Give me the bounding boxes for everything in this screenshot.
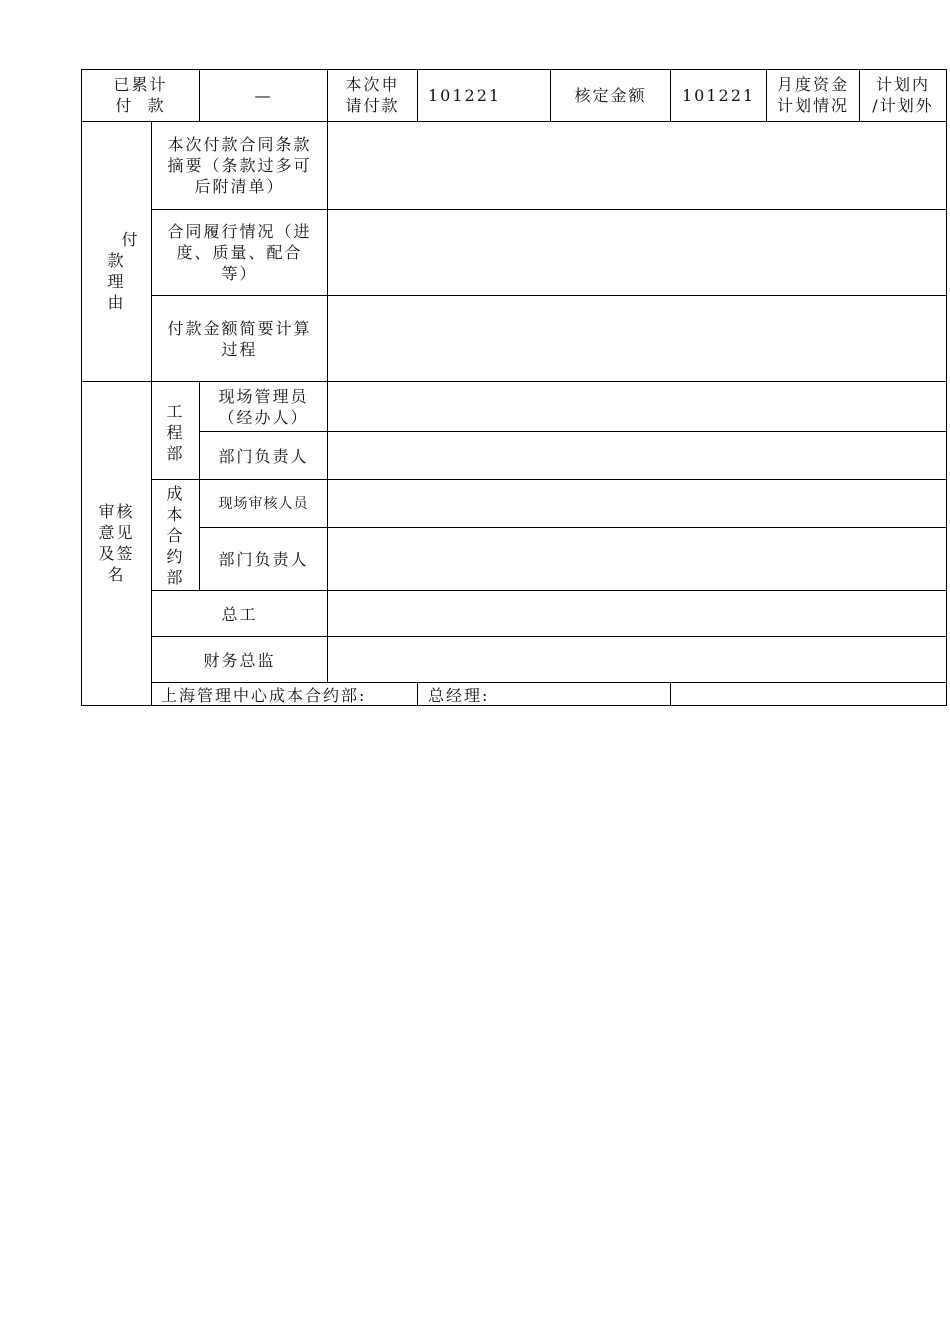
current-request-value: 101221 bbox=[428, 86, 502, 105]
site-manager-signature[interactable] bbox=[328, 382, 946, 431]
border-left bbox=[81, 69, 82, 706]
cumulative-payment-label: 已累计 付 款 bbox=[113, 75, 168, 115]
col-line bbox=[417, 682, 418, 706]
contract-terms-label: 本次付款合同条款 摘要（条款过多可 后附清单） bbox=[167, 135, 312, 196]
approved-amount-label: 核定金额 bbox=[574, 86, 647, 105]
engineering-dept-text: 工 程 部 bbox=[166, 402, 185, 463]
border-top bbox=[81, 69, 947, 70]
approved-amount-value: 101221 bbox=[682, 86, 756, 105]
dept-head-1-signature[interactable] bbox=[328, 432, 946, 479]
shanghai-cost-dept-label: 上海管理中心成本合约部: bbox=[161, 686, 367, 705]
review-section-label: 审核 意见 及签 名 bbox=[98, 502, 135, 584]
monthly-plan-label: 月度资金 计划情况 bbox=[776, 75, 849, 115]
site-reviewer-label: 现场审核人员 bbox=[218, 496, 309, 512]
general-manager-label: 总经理: bbox=[428, 686, 490, 705]
dept-head-1-label: 部门负责人 bbox=[218, 447, 309, 466]
col-line bbox=[670, 69, 671, 121]
contract-performance-value[interactable] bbox=[328, 210, 946, 295]
payment-reason-label bbox=[82, 208, 151, 334]
dept-head-2-signature[interactable] bbox=[328, 528, 946, 590]
chief-engineer-signature[interactable] bbox=[328, 591, 946, 636]
contract-performance-label: 合同履行情况（进 度、质量、配合 等） bbox=[167, 222, 312, 283]
finance-director-signature[interactable] bbox=[328, 637, 946, 682]
amount-calculation-value[interactable] bbox=[328, 296, 946, 381]
col-line bbox=[417, 69, 418, 121]
current-request-label: 本次申 请付款 bbox=[345, 75, 400, 115]
site-manager-label: 现场管理员 （经办人） bbox=[218, 387, 309, 427]
finance-director-label: 财务总监 bbox=[203, 651, 276, 670]
chief-engineer-label: 总工 bbox=[221, 605, 258, 624]
general-manager-signature[interactable] bbox=[671, 683, 946, 705]
cost-dept-text: 成 本 合 约 部 bbox=[166, 484, 185, 587]
contract-terms-value[interactable] bbox=[328, 122, 946, 209]
border-right bbox=[946, 69, 947, 706]
cost-dept-label bbox=[152, 483, 199, 588]
amount-calculation-label: 付款金额简要计算 过程 bbox=[167, 319, 312, 359]
site-reviewer-signature[interactable] bbox=[328, 480, 946, 527]
plan-status: 计划内 /计划外 bbox=[872, 75, 934, 115]
engineering-dept-label bbox=[152, 401, 199, 464]
payment-reason-text: 付 款 理 由 bbox=[107, 230, 140, 312]
dept-head-2-label: 部门负责人 bbox=[218, 550, 309, 569]
cumulative-payment-value: — bbox=[254, 86, 273, 105]
